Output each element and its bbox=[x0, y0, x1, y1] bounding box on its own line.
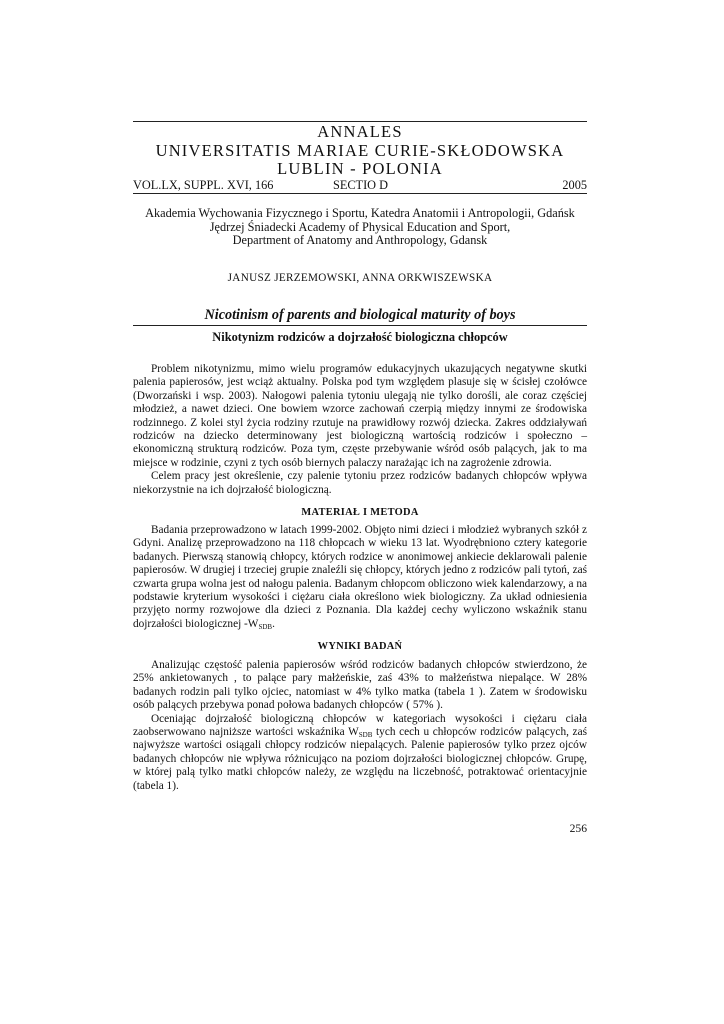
methods-section bbox=[133, 524, 587, 631]
methods-text: Badania przeprowadzono w latach 1999-2002. Objęto nimi dzieci i młodzież wybranych szkół z Gdyni. Analizę przeprowadzono na 118 chłopcach w wieku 13 lat. Wyodrębniono cztery kategorie badanych. Pierwszą stanowią chłopcy, których rodzice w anonimowej ankiecie deklarowali palenie papierosów. W drugiej i trzeciej grupie znaleźli się chłopcy, których jedno z rodziców pali tytoń, zaś czwarta grupa wolna jest od nałogu palenia. Badanym chłopcom obliczono wiek kalendarzowy, a na podstawie kryterium wysokości i ciężaru ciała określono wiek biologiczny. Za układ odniesienia przyjęto normy rozwojowe dla dzieci z Poznania. Dla każdej cechy wyliczono wskaźnik stanu dojrzałości biologicznej -W bbox=[133, 524, 587, 630]
authors: JANUSZ JERZEMOWSKI, ANNA ORKWISZEWSKA bbox=[227, 272, 493, 284]
results-paragraph: Analizując częstość palenia papierosów wśród rodziców badanych chłopców stwierdzono, że 25% ankietowanych , to palące pary małżeńskie, zaś 43% to małżeństwa niepalące. W 28% badanych rodzin pali tylko ojciec, natomiast w 4% tylko matka (tabela 1 ). Zatem w środowisku osób palących przebywa ponad połowa badanych chłopców ( 57% ). bbox=[133, 659, 587, 712]
methods-heading: MATERIAŁ I METODA bbox=[301, 507, 419, 518]
results-heading: WYNIKI BADAŃ bbox=[317, 641, 403, 652]
volume-info: VOL.LX, SUPPL. XVI, 166 bbox=[133, 178, 274, 192]
page-number: 256 bbox=[569, 822, 587, 835]
intro-paragraph: Problem nikotynizmu, mimo wielu programów edukacyjnych ukazujących negatywne skutki palenia papierosów, jest wciąż aktualny. Polska pod tym względem plasuje się w ścisłej czołówce (Dworzański i wsp. 2003). Nałogowi palenia tytoniu ulegają nie tylko dorośli, ale coraz częściej młodzież, a nawet dzieci. One bowiem wzorce zachowań czerpią między innymi ze środowiska rodzinnego. Z kolei styl życia rodziny rzutuje na prawidłowy rozwój dziecka. Zakres oddziaływań rodziców na dziecko determinowany jest biologiczną wartością rodziców i społeczno – ekonomiczną strukturą rodziców. Poza tym, częste przebywanie wśród osób palących, jak to ma miejsce w rodzinie, czyni z tych osób biernych palaczy narażając ich na zagrożenie zdrowia. bbox=[133, 363, 587, 469]
results-subscript: SDB bbox=[358, 731, 373, 740]
journal-line-annales: ANNALES bbox=[317, 122, 403, 141]
affiliation bbox=[133, 207, 587, 248]
intro-paragraph: Celem pracy jest określenie, czy palenie tytoniu przez rodziców badanych chłopców wpływa niekorzystnie na ich dojrzałość biologiczną. bbox=[133, 470, 587, 496]
results-text: Oceniając dojrzałość biologiczną chłopców w kategoriach wysokości i ciężaru ciała zaobserwowano najniższe wartości wskaźnika W bbox=[133, 712, 587, 739]
journal-line-university: UNIVERSITATIS MARIAE CURIE-SKŁODOWSKA bbox=[155, 140, 565, 160]
results-text-cont: tych cech u chłopców rodziców palących, zaś najwyższe wartości osiągali chłopcy rodziców niepalących. Palenie papierosów tylko przez ojców badanych chłopców nie wpływa różnicująco na poziom dojrzałości biologicznej chłopców. Grupę, w której palą tylko matki chłopców należy, ze względu na liczebność, potraktować orientacyjnie (tabela 1). bbox=[133, 726, 587, 792]
affiliation-line: Akademia Wychowania Fizycznego i Sportu, Katedra Anatomii i Antropologii, Gdańsk bbox=[145, 206, 575, 220]
results-section bbox=[133, 659, 587, 793]
results-paragraph bbox=[133, 713, 587, 793]
affiliation-line: Department of Anatomy and Anthropology, Gdansk bbox=[232, 233, 488, 248]
intro-section bbox=[133, 363, 587, 497]
title-rule bbox=[133, 325, 587, 326]
year-info: 2005 bbox=[562, 178, 587, 192]
title-polish: Nikotynizm rodziców a dojrzałość biologiczna chłopców bbox=[212, 330, 508, 344]
section-info: SECTIO D bbox=[333, 178, 388, 192]
affiliation-line: Jędrzej Śniadecki Academy of Physical Education and Sport, bbox=[209, 219, 511, 234]
methods-paragraph bbox=[133, 524, 587, 631]
volume-rule bbox=[133, 193, 587, 194]
volume-line bbox=[133, 178, 587, 192]
journal-line-city: LUBLIN - POLONIA bbox=[277, 159, 443, 178]
methods-subscript: SDB bbox=[258, 622, 273, 631]
methods-tail: . bbox=[272, 617, 275, 630]
journal-title bbox=[133, 123, 587, 179]
title-english: Nicotinism of parents and biological maturity of boys bbox=[204, 307, 516, 323]
